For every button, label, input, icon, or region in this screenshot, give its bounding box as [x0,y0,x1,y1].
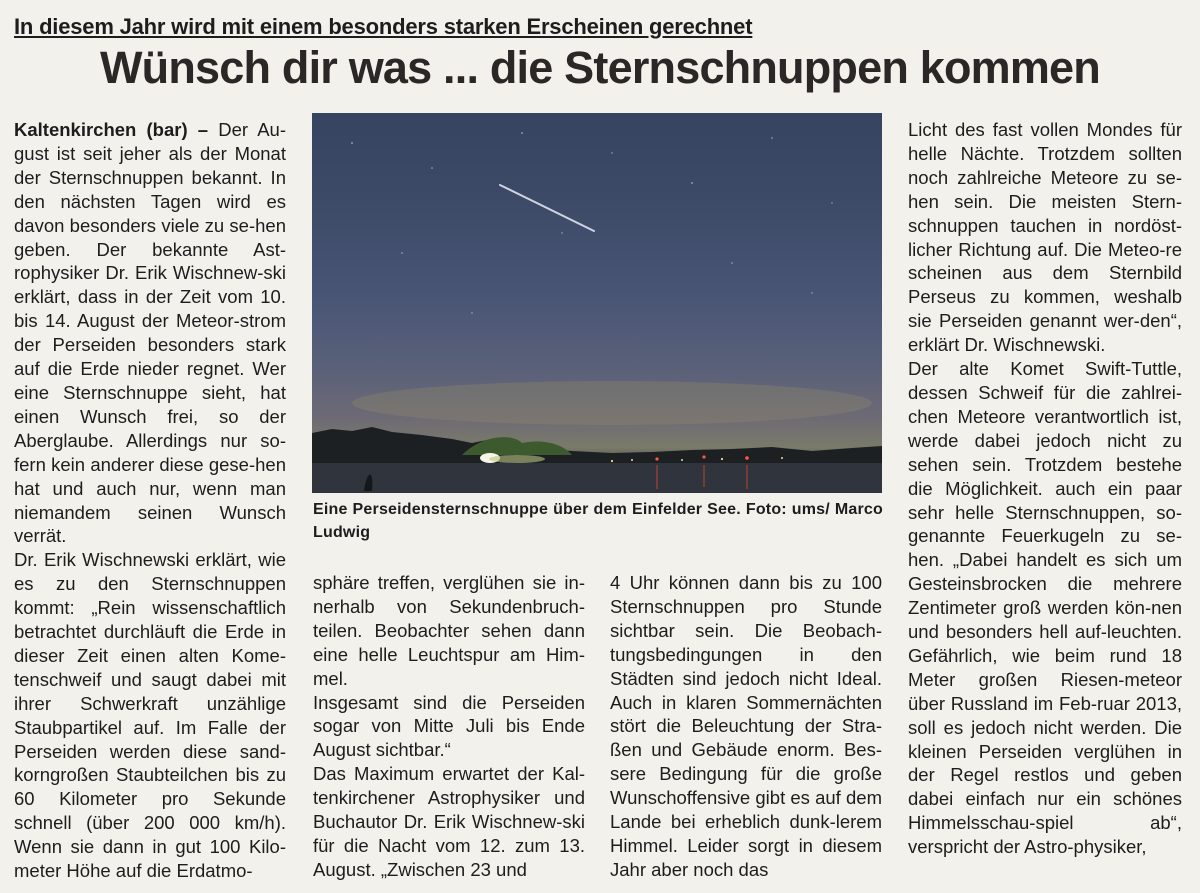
column-paragraph: 4 Uhr können dann bis zu 100 Sternschnuppen pro Stunde sichtbar sein. Die Beobach-tungsbedingungen in den Städten sind jedoch nicht Ideal. Auch in klaren Sommernächten stört die Beleuchtung der Stra-ßen und Gebäude enorm. Bes-sere Bedingung für die große Wunschoffensive gibt es auf dem Lande bei erheblich dunk-lerem Himmel. Leider sorgt in diesem Jahr aber noch das [610,572,882,880]
column-paragraph: Das Maximum erwartet der Kal-tenkirchener Astrophysiker und Buchautor Dr. Erik Wischnew-ski für die Nacht vom 12. zum 13. August. „Zwischen 23 und [313,763,585,880]
column-paragraph: Insgesamt sind die Perseiden sogar von Mitte Juli bis Ende August sichtbar.“ [313,691,585,761]
dateline: Kaltenkirchen (bar) – [14,119,209,140]
article-headline: Wünsch dir was ... die Sternschnuppen kommen [100,42,1100,93]
article-column-4 [908,118,1182,859]
column-paragraph [14,118,286,548]
article-kicker: In diesem Jahr wird mit einem besonders starken Erscheinen gerechnet [14,14,753,39]
photo-icon [312,113,882,493]
column-paragraph: Dr. Erik Wischnewski erklärt, wie es zu den Sternschnuppen kommt: „Rein wissenschaftlich betrachtet durchläuft die Erde in dieser Zeit einen alten Kome-tenschweif und saugt dabei mit ihrer Schwerkraft unzählige Staubpartikel auf. Im Falle der Perseiden werden diese sand-korngroßen Staubteilchen bis zu 60 Kilometer pro Sekunde schnell (über 200 000 km/h). Wenn sie dann in gut 100 Kilo-meter Höhe auf die Erdatmo- [14,549,286,882]
paragraph-text: Der Au-gust ist seit jeher als der Monat der Sternschnuppen bekannt. In den nächsten Tagen wird es davon besonders viele zu se-hen geben. Der bekannte Ast-rophysiker Dr. Erik Wischnew-ski erklärt, dass in der Zeit vom 10. bis 14. August der Meteor-strom der Perseiden besonders stark auf die Erde nieder regnet. Wer eine Sternschnuppe sieht, hat einen Wunsch frei, so der Aberglaube. Allerdings nur so-fern kein anderer diese gese-hen hat und auch nur, wenn man niemandem seinen Wunsch verrät. [14,119,287,547]
article-column-2 [313,571,585,882]
article-column-1 [14,118,286,883]
column-paragraph: sphäre treffen, verglühen sie in-nerhalb von Sekundenbruch-teilen. Beobachter sehen dann eine helle Leuchtspur am Him-mel. [313,572,585,689]
meteor-photo [312,113,882,493]
article-column-3 [610,571,882,882]
column-paragraph: Licht des fast vollen Mondes für helle Nächte. Trotzdem sollten noch zahlreiche Meteore zu se-hen sein. Die meisten Stern-schnuppen tauchen in nordöst-licher Richtung auf. Die Meteo-re scheinen aus dem Sternbild Perseus zu kommen, weshalb sie Perseiden genannt wer-den“, erklärt Dr. Wischnewski. [908,119,1182,356]
column-paragraph: Der alte Komet Swift-Tuttle, dessen Schweif für die zahlrei-chen Meteore verantwortlich ist, werde dabei jedoch nicht zu sehen sein. Trotzdem bestehe die Möglichkeit. auch ein paar sehr helle Sternschnuppen, so-genannte Feuerkugeln zu se-hen. „Dabei handelt es sich um Gesteinsbrocken die mehrere Zentimeter groß werden kön-nen und besonders hell auf-leuchten. Gefährlich, wie beim rund 18 Meter großen Riesen-meteor über Russland im Feb-ruar 2013, soll es jedoch nicht werden. Die kleinen Perseiden verglühen in der Regel restlos und geben dabei einfach nur ein schönes Himmelsschau-spiel ab“, verspricht der Astro-physiker, [908,358,1182,858]
photo-caption: Eine Perseidensternschnuppe über dem Einfelder See. Foto: ums/ Marco Ludwig [313,501,883,541]
